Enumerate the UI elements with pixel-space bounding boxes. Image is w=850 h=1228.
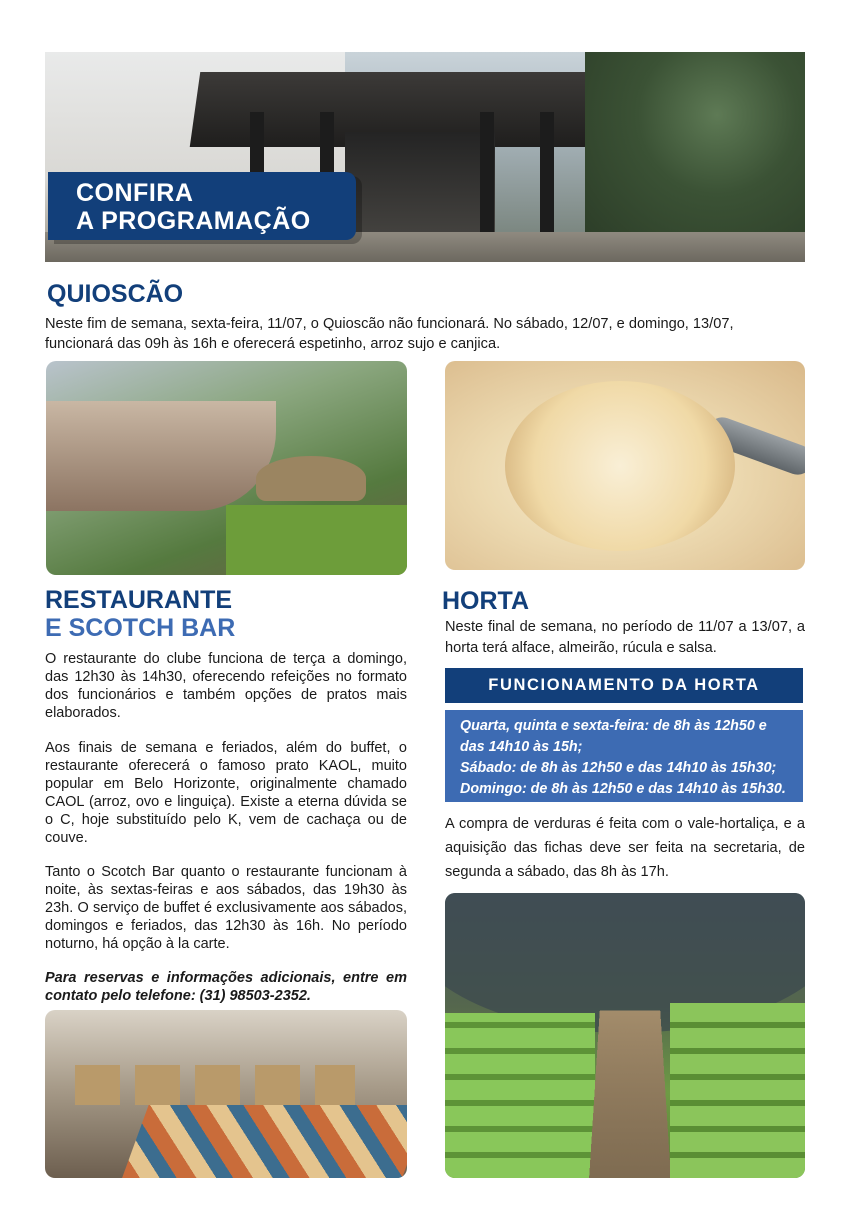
horta-intro: Neste final de semana, no período de 11/07 a 13/07, a horta terá alface, almeirão, rúcula e salsa.	[445, 619, 805, 656]
restaurant-interior-photo	[45, 1010, 407, 1178]
restaurante-title-line2: E SCOTCH BAR	[45, 614, 236, 642]
banner-line-2: A PROGRAMAÇÃO	[76, 207, 311, 235]
restaurante-paragraph-2: Aos finais de semana e feriados, além do buffet, o restaurante oferecerá o famoso prato KAOL, muito popular em Belo Horizonte, originalmente chamado CAOL (arroz, ovo e linguiça). Existe a eterna dúvida se o C, hoje substituído pelo K, vem de cachaça ou de couve.	[45, 740, 407, 846]
banner-line-1: CONFIRA	[76, 179, 194, 207]
horta-hours-box	[445, 710, 803, 802]
horta-hours-line: Quarta, quinta e sexta-feira: de 8h às 12h50 e	[460, 718, 767, 734]
horta-hours-line: Domingo: de 8h às 12h50 e das 14h10 às 15h30.	[460, 781, 786, 797]
greenhouse-photo	[445, 893, 805, 1178]
horta-hours-line: das 14h10 às 15h;	[460, 739, 583, 755]
quioscao-text: Neste fim de semana, sexta-feira, 11/07, o Quioscão não funcionará. No sábado, 12/07, e domingo, 13/07, funcionará das 09h às 16h e oferecerá espetinho, arroz sujo e canjica.	[45, 316, 734, 352]
restaurante-paragraph-1: O restaurante do clube funciona de terça a domingo, das 12h30 às 14h30, oferecendo refeições no formato dos funcionários e também opções de pratos mais elaborados.	[45, 651, 407, 721]
restaurante-contact: Para reservas e informações adicionais, entre em contato pelo telefone: (31) 98503-2352.	[45, 970, 407, 1004]
horta-title: HORTA	[442, 587, 530, 615]
canjica-photo	[445, 361, 805, 570]
restaurante-paragraph-3: Tanto o Scotch Bar quanto o restaurante funcionam à noite, às sextas-feiras e aos sábados, das 19h30 às 23h. O serviço de buffet é exclusivamente aos sábados, domingos e feriados, das 12h30 às 16h. No período noturno, há opção à la carte.	[45, 864, 407, 952]
restaurante-title-line1: RESTAURANTE	[45, 586, 233, 614]
kiosk-photo	[46, 361, 407, 575]
quioscao-title: QUIOSCÃO	[47, 280, 184, 308]
horta-hours-title: FUNCIONAMENTO DA HORTA	[445, 668, 803, 703]
horta-hours-line: Sábado: de 8h às 12h50 e das 14h10 às 15h30;	[460, 760, 777, 776]
program-banner	[48, 172, 356, 240]
horta-purchase-info: A compra de verduras é feita com o vale-hortaliça, e a aquisição das fichas deve ser feita na secretaria, de segunda a sábado, das 8h às 17h.	[445, 816, 805, 880]
